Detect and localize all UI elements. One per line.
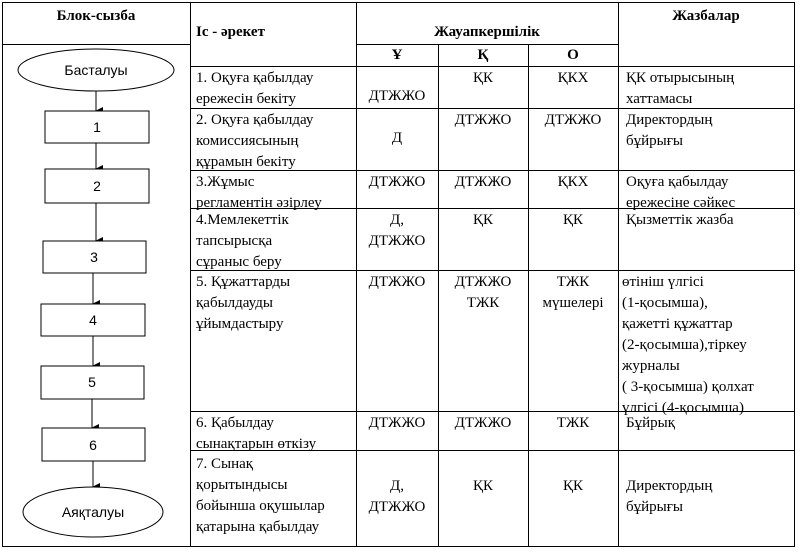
header-notes: Жазбалар — [672, 8, 740, 24]
column-divider-responsibility — [618, 2, 619, 547]
flowchart-step-2-label: 2 — [93, 178, 101, 194]
row-7-action: 7. Сынақ қорытындысы бойынша оқушылар қатарына қабылдау — [196, 456, 325, 535]
row-1-notes: ҚК отырысының хаттамасы — [626, 70, 735, 107]
header-flowchart: Блок-сызба — [56, 8, 136, 24]
row-4-k: ҚК — [472, 212, 493, 228]
row-1-u: ДТЖЖО — [368, 88, 426, 104]
row-1-action: 1. Оқуға қабылдау ережесін бекіту — [196, 70, 314, 107]
row-2-action: 2. Оқуға қабылдау комиссиясының құрамын бекіту — [196, 112, 314, 170]
row-7-u: Д, ДТЖЖО — [368, 478, 426, 515]
row-5-action: 5. Құжаттарды қабылдауды ұйымдастыру — [196, 274, 291, 332]
flowchart-step-5-label: 5 — [88, 374, 96, 390]
column-divider-flowchart — [190, 2, 191, 547]
flowchart-end-label: Аяқталуы — [61, 504, 125, 520]
flowchart-step-6-label: 6 — [89, 437, 97, 453]
row-5-u: ДТЖЖО — [368, 274, 426, 290]
row-4-action: 4.Мемлекеттік тапсырысқа сұраныс беру — [196, 212, 289, 270]
row-6-k: ДТЖЖО — [454, 415, 512, 431]
row-7-notes: Директордың бұйрығы — [626, 478, 713, 515]
row-7-k: ҚК — [472, 478, 493, 494]
row-6-o: ТЖК — [556, 415, 590, 431]
row-6-notes: Бұйрық — [626, 415, 676, 431]
row-2-k: ДТЖЖО — [454, 112, 512, 128]
row-3-notes: Оқуға қабылдау ережесіне сәйкес — [626, 174, 736, 211]
row-5-o: ТЖК мүшелері — [542, 274, 604, 311]
flowchart — [0, 0, 190, 553]
row-4-o: ҚК — [562, 212, 583, 228]
row-3-u: ДТЖЖО — [368, 174, 426, 190]
row-6-action: 6. Қабылдау сынақтарын өткізу — [196, 415, 317, 452]
row-3-k: ДТЖЖО — [454, 174, 512, 190]
header-divider-main — [190, 66, 794, 67]
flowchart-start-label: Басталуы — [64, 62, 128, 78]
flowchart-step-3-label: 3 — [90, 249, 98, 265]
header-responsibility: Жауапкершілік — [434, 24, 540, 40]
table-border-right — [794, 2, 795, 547]
row-5-notes: өтініш үлгісі (1-қосымша), қажетті құжаттар (2-қосымша),тіркеу журналы ( 3-қосымша) қолхат үлгісі (4-қосымша) — [622, 274, 754, 416]
row-6-u: ДТЖЖО — [368, 415, 426, 431]
header-resp-u: Ұ — [391, 47, 403, 63]
header-resp-k: Қ — [477, 47, 489, 63]
row-4-notes: Қызметтік жазба — [626, 212, 734, 228]
header-action: Іс - әрекет — [196, 24, 265, 40]
header-resp-o: О — [567, 47, 579, 63]
row-7-o: ҚК — [562, 478, 583, 494]
row-3-action: 3.Жұмыс регламентін әзірлеу — [196, 174, 322, 211]
row-2-o: ДТЖЖО — [544, 112, 602, 128]
row-1-o: ҚКХ — [557, 70, 589, 86]
row-2-notes: Директордың бұйрығы — [626, 112, 713, 149]
row-5-k: ДТЖЖО ТЖК — [454, 274, 512, 311]
row-4-u: Д, ДТЖЖО — [368, 212, 426, 249]
row-2-u: Д — [391, 130, 403, 146]
row-3-o: ҚКХ — [557, 174, 589, 190]
row-1-k: ҚК — [472, 70, 493, 86]
flowchart-step-4-label: 4 — [89, 312, 97, 328]
flowchart-step-1-label: 1 — [93, 119, 101, 135]
